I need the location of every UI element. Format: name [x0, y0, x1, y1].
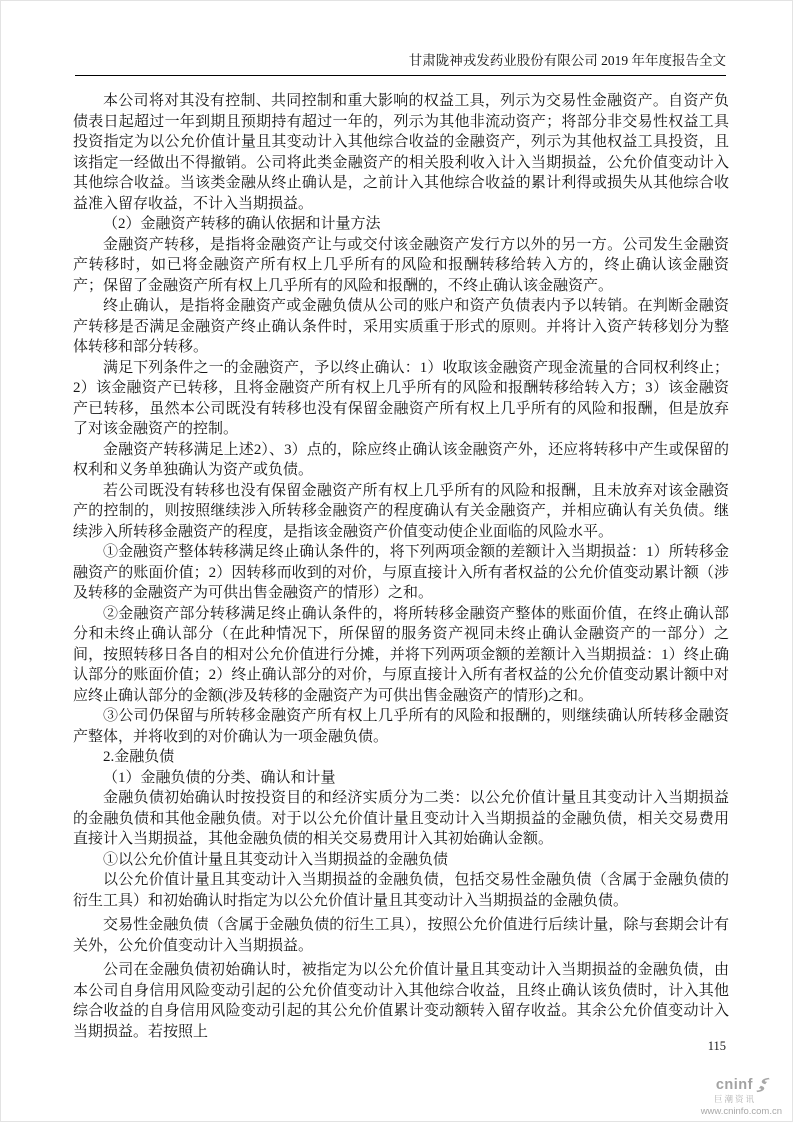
cninfo-swirl-icon — [754, 1077, 772, 1093]
paragraph: ①金融资产整体转移满足终止确认条件的，将下列两项金额的差额计入当期损益：1）所转移金融资产的账面价值；2）因转移而收到的对价，与原直接计入所有者权益的公允价值变动累计额（涉及转移的金融资产为可供出售金融资产的情形）之和。 — [73, 544, 729, 601]
paragraph-heading: ①以公允价值计量且其变动计入当期损益的金融负债 — [103, 851, 449, 868]
cninfo-watermark — [656, 1077, 786, 1116]
cninfo-brand-text: cninf — [715, 1076, 753, 1093]
header-rule — [75, 75, 726, 76]
paragraph: 金融资产转移，是指将金融资产让与或交付该金融资产发行方以外的另一方。公司发生金融资产转移时，如已将金融资产所有权上几乎所有的风险和报酬转移给转入方的，终止确认该金融资产；保留了金融资产所有权上几乎所有的风险和报酬的，不终止确认该金融资产。 — [73, 236, 729, 294]
paragraph: ②金融资产部分转移满足终止确认条件的，将所转移金融资产整体的账面价值，在终止确认部分和未终止确认部分（在此种情况下，所保留的服务资产视同未终止确认金融资产的一部分）之间，按照转移日各自的相对公允价值进行分摊，并将下列两项金额的差额计入当期损益：1）终止确认部分的账面价值；2）终止确认部分的对价，与原直接计入所有者权益的公允价值变动累计额中对应终止确认部分的金额(涉及转移的金融资产为可供出售金融资产的情形)之和。 — [73, 605, 729, 704]
page-header-title: 甘肃陇神戎发药业股份有限公司 2019 年年度报告全文 — [408, 53, 726, 68]
cninfo-chinese-name: 巨潮资讯 — [713, 1094, 756, 1104]
paragraph: 若公司既没有转移也没有保留金融资产所有权上几乎所有的风险和报酬，且未放弃对该金融资产的控制的，则按照继续涉入所转移金融资产的程度确认有关金融资产，并相应确认有关负债。继续涉入所转移金融资产的程度，是指该金融资产价值变动使企业面临的风险水平。 — [73, 482, 729, 540]
paragraph: 终止确认，是指将金融资产或金融负债从公司的账户和资产负债表内予以转销。在判断金融资产转移是否满足金融资产终止确认条件时，采用实质重于形式的原则。并将计入资产转移划分为整体转移和部分转移。 — [73, 298, 729, 355]
paragraph-heading: （2）金融资产转移的确认依据和计量方法 — [103, 216, 381, 232]
paragraph-heading: （1）金融负债的分类、确认和计量 — [103, 769, 336, 786]
cninfo-url: www.cninfo.com.cn — [700, 1105, 782, 1117]
paragraph: 公司在金融负债初始确认时，被指定为以公允价值计量且其变动计入当期损益的金融负债，由本公司自身信用风险变动引起的公允价值变动计入其他综合收益，且终止确认该负债时，计入其他综合收益的自身信用风险变动引起的其公允价值累计变动额转入留存收益。其余公允价值变动计入当期损益。若按照上 — [73, 962, 729, 1040]
document-body — [73, 91, 729, 1042]
paragraph-heading: 2.金融负债 — [103, 749, 175, 765]
paragraph: 金融资产转移满足上述2）、3）点的，除应终止确认该金融资产外，还应将转移中产生或保留的权利和义务单独确认为资产或负债。 — [73, 441, 729, 478]
page-number: 115 — [707, 1039, 726, 1053]
paragraph: 满足下列条件之一的金融资产，予以终止确认：1）收取该金融资产现金流量的合同权利终止；2）该金融资产已转移，且将金融资产所有权上几乎所有的风险和报酬转移给转入方；3）该金融资产已转移，虽然本公司既没有转移也没有保留金融资产所有权上几乎所有的风险和报酬，但是放弃了对该金融资产的控制。 — [73, 359, 729, 437]
paragraph: 本公司将对其没有控制、共同控制和重大影响的权益工具，列示为交易性金融资产。自资产负债表日起超过一年到期且预期持有超过一年的，列示为其他非流动资产；将部分非交易性权益工具投资指定为以公允价值计量且其变动计入其他综合收益的金融资产，列示为其他权益工具投资，且该指定一经做出不得撤销。公司将此类金融资产的相关股利收入计入当期损益，公允价值变动计入其他综合收益。当该类金融从终止确认是，之前计入其他综合收益的累计利得或损失从其他综合收益准入留存收益，不计入当期损益。 — [73, 93, 729, 212]
paragraph: 交易性金融负债（含属于金融负债的衍生工具），按照公允价值进行后续计量，除与套期会计有关外，公允价值变动计入当期损益。 — [73, 917, 729, 954]
paragraph: 金融负债初始确认时按投资目的和经济实质分为二类：以公允价值计量且其变动计入当期损益的金融负债和其他金融负债。对于以公允价值计量且变动计入当期损益的金融负债，相关交易费用直接计入当期损益，其他金融负债的相关交易费用计入其初始确认金额。 — [73, 790, 729, 847]
paragraph: ③公司仍保留与所转移金融资产所有权上几乎所有的风险和报酬的，则继续确认所转移金融资产整体，并将收到的对价确认为一项金融负债。 — [73, 708, 729, 745]
paragraph: 以公允价值计量且其变动计入当期损益的金融负债，包括交易性金融负债（含属于金融负债的衍生工具）和初始确认时指定为以公允价值计量且其变动计入当期损益的金融负债。 — [73, 872, 729, 909]
